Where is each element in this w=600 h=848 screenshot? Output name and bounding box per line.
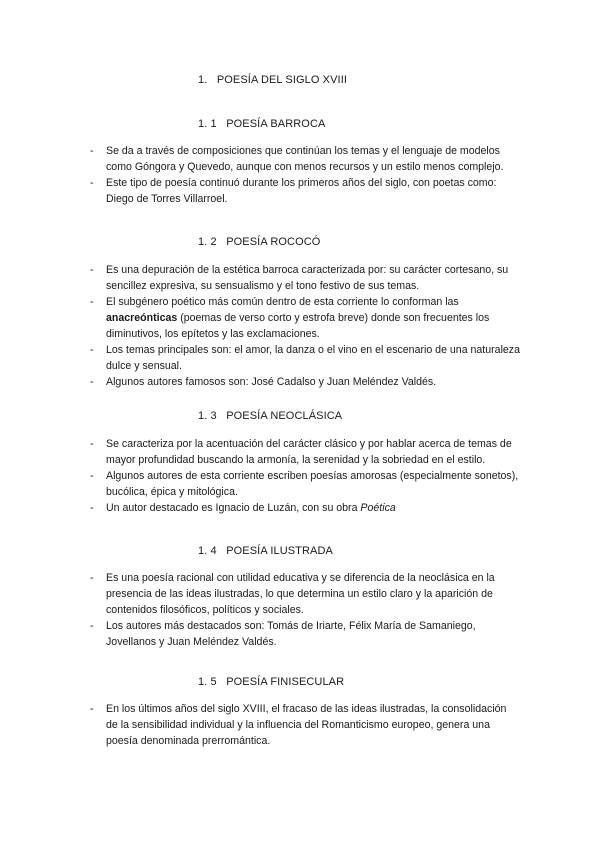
section-number: 1. 1	[198, 118, 217, 130]
list-item	[0, 570, 600, 618]
bullet-dash: -	[90, 177, 94, 189]
list-item-text-end: (poemas de verso corto y estrofa breve) donde son frecuentes los diminutivos, los epítetos y las exclamaciones.	[106, 312, 490, 340]
bullet-dash: -	[90, 502, 94, 514]
list-item	[0, 262, 600, 294]
section-list-finisecular	[0, 701, 600, 749]
section-title: POESÍA FINISECULAR	[226, 676, 345, 688]
bullet-dash: -	[90, 620, 94, 632]
bullet-dash: -	[90, 438, 94, 450]
section-number: 1. 5	[198, 676, 217, 688]
list-item-text: Algunos autores famosos son: José Cadalso y Juan Meléndez Valdés.	[106, 376, 437, 388]
list-item-text: Es una depuración de la estética barroca caracterizada por: su carácter cortesano, su sencillez expresiva, su sensualismo y el tono festivo de sus temas.	[106, 264, 509, 292]
bullet-dash: -	[90, 470, 94, 482]
section-heading-neoclasica	[198, 408, 342, 424]
section-heading-finisecular	[198, 674, 344, 690]
section-title: POESÍA ILUSTRADA	[226, 545, 333, 557]
main-title	[198, 72, 347, 88]
section-title: POESÍA ROCOCÓ	[226, 236, 321, 248]
bullet-dash: -	[90, 572, 94, 584]
section-list-neoclasica	[0, 436, 600, 516]
section-heading-ilustrada	[198, 543, 333, 559]
section-heading-rococo	[198, 234, 320, 250]
list-item	[0, 374, 600, 390]
section-title: POESÍA NEOCLÁSICA	[226, 410, 343, 422]
list-item-bold-term: anacreónticas	[106, 312, 178, 324]
list-item	[0, 342, 600, 374]
bullet-dash: -	[90, 376, 94, 388]
section-list-ilustrada	[0, 570, 600, 650]
bullet-dash: -	[90, 703, 94, 715]
list-item-text: Este tipo de poesía continuó durante los primeros años del siglo, con poetas como: Diego de Torres Villarroel.	[106, 177, 497, 205]
list-item-text: Los temas principales son: el amor, la danza o el vino en el escenario de una naturaleza dulce y sensual.	[106, 344, 520, 372]
list-item-text: Se caracteriza por la acentuación del carácter clásico y por hablar acerca de temas de mayor profundidad buscando la armonía, la serenidad y la sobriedad en el estilo.	[106, 438, 512, 466]
list-item-italic-title: Poética	[360, 502, 396, 514]
section-list-rococo	[0, 262, 600, 390]
bullet-dash: -	[90, 296, 94, 308]
list-item-text: Un autor destacado es Ignacio de Luzán, con su obra	[106, 502, 361, 514]
main-title-number: 1.	[198, 74, 208, 86]
list-item	[0, 468, 600, 500]
section-heading-barroca	[198, 116, 325, 132]
list-item	[0, 618, 600, 650]
list-item-text: Los autores más destacados son: Tomás de Iriarte, Félix María de Samaniego, Jovellanos y Juan Meléndez Valdés.	[106, 620, 476, 648]
list-item-text: En los últimos años del siglo XVIII, el fracaso de las ideas ilustradas, la consolidación de la sensibilidad individual y la influencia del Romanticismo europeo, genera una poesía denominada prerromántica.	[106, 703, 507, 747]
list-item	[0, 500, 600, 516]
list-item	[0, 436, 600, 468]
section-list-barroca	[0, 143, 600, 207]
list-item-text: Es una poesía racional con utilidad educativa y se diferencia de la neoclásica en la presencia de las ideas ilustradas, lo que determina un estilo claro y la aparición de contenidos filosóficos, políticos y sociales.	[106, 572, 495, 616]
list-item-text: Algunos autores de esta corriente escriben poesías amorosas (especialmente sonetos), bucólica, épica y mitológica.	[106, 470, 519, 498]
list-item	[0, 701, 600, 749]
main-title-text: POESÍA DEL SIGLO XVIII	[216, 74, 348, 86]
bullet-dash: -	[90, 344, 94, 356]
section-number: 1. 3	[198, 410, 217, 422]
section-number: 1. 4	[198, 545, 217, 557]
list-item	[0, 143, 600, 175]
list-item	[0, 294, 600, 342]
bullet-dash: -	[90, 264, 94, 276]
list-item	[0, 175, 600, 207]
section-title: POESÍA BARROCA	[226, 118, 326, 130]
list-item-text: Se da a través de composiciones que continúan los temas y el lenguaje de modelos como Góngora y Quevedo, aunque con menos recursos y un estilo menos complejo.	[106, 145, 504, 173]
list-item-text-start: El subgénero poético más común dentro de esta corriente lo conforman las	[106, 296, 459, 308]
bullet-dash: -	[90, 145, 94, 157]
section-number: 1. 2	[198, 236, 217, 248]
